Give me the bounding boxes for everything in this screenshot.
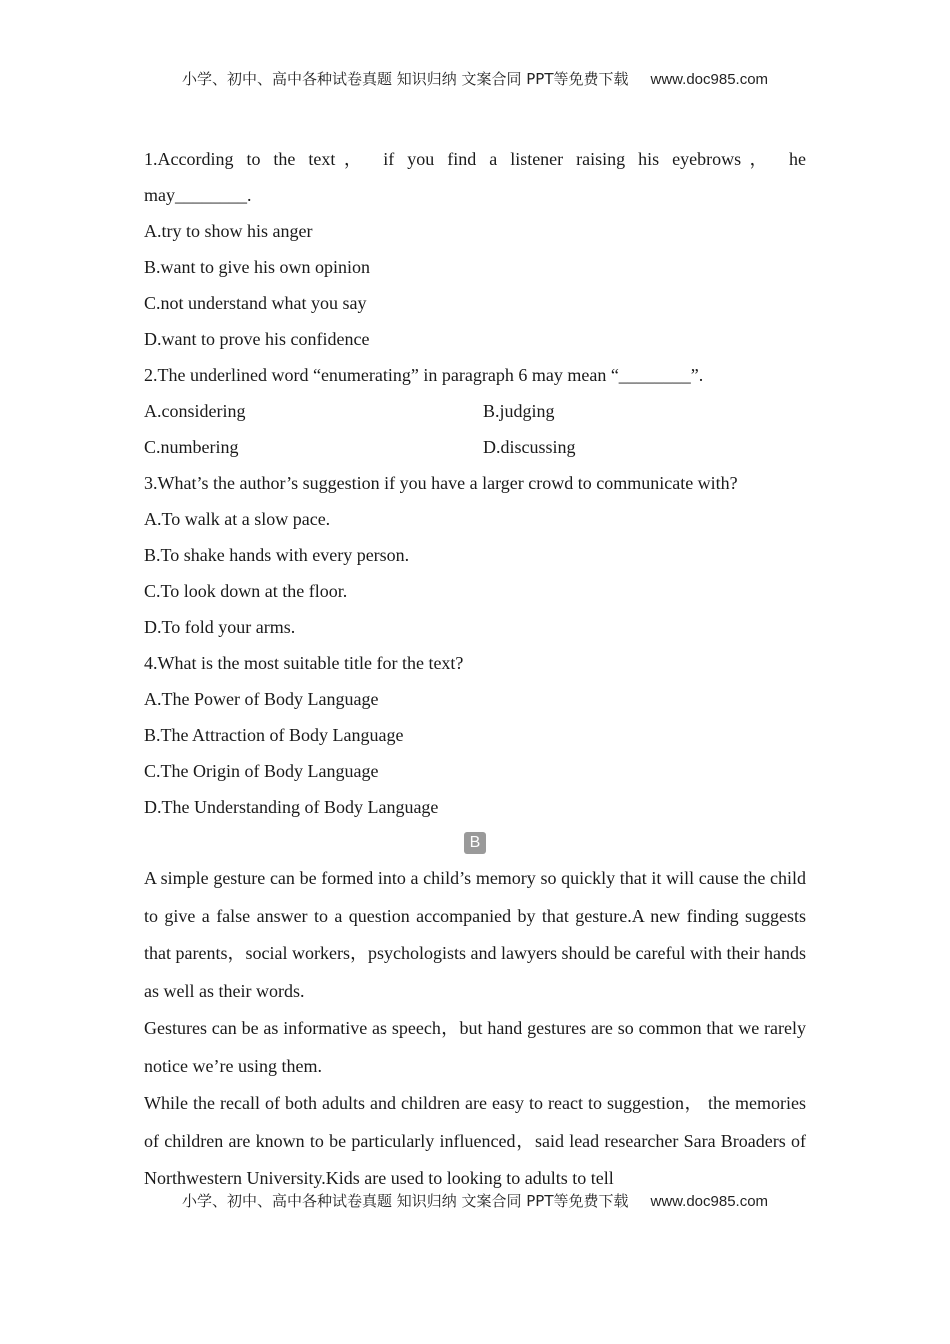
section-b-badge: B [464, 832, 486, 854]
question-1 [144, 141, 806, 357]
header-text: 小学、初中、高中各种试卷真题 知识归纳 文案合同 PPT等免费下载 [181, 70, 629, 88]
page-content [144, 141, 806, 1198]
option-d: D.discussing [483, 437, 576, 457]
question-stem: 3.What’s the author’s suggestion if you have a larger crowd to communicate with? [144, 473, 738, 493]
question-3 [144, 465, 806, 645]
option-row [144, 393, 806, 429]
footer-site-link[interactable]: www.doc985.com [650, 1193, 769, 1210]
option-a: A.The Power of Body Language [144, 689, 379, 709]
question-stem-line2: may________. [144, 185, 252, 205]
option-b: B.To shake hands with every person. [144, 545, 410, 565]
passage-paragraph: While the recall of both adults and children are easy to react to suggestion， the memories of children are known to be particularly influenced，said lead researcher Sara Broaders of Northwestern University.Kids are used to looking to adults to tell [144, 1093, 806, 1188]
footer-text: 小学、初中、高中各种试卷真题 知识归纳 文案合同 PPT等免费下载 [181, 1192, 629, 1210]
header-site-link[interactable]: www.doc985.com [650, 71, 769, 88]
passage-paragraph: A simple gesture can be formed into a child’s memory so quickly that it will cause the child to give a false answer to a question accompanied by that gesture.A new finding suggests that parents，social workers，psychologists and lawyers should be careful with their hands as well as their words. [144, 868, 806, 1001]
option-c: C.The Origin of Body Language [144, 761, 379, 781]
question-stem: 4.What is the most suitable title for the text? [144, 653, 464, 673]
page-header [0, 68, 950, 89]
page-footer [0, 1190, 950, 1211]
option-c: C.numbering [144, 437, 239, 457]
passage-b [144, 860, 806, 1198]
option-b: B.judging [483, 401, 555, 421]
option-c: C.not understand what you say [144, 293, 367, 313]
option-a: A.try to show his anger [144, 221, 313, 241]
question-2 [144, 357, 806, 465]
option-row [144, 429, 806, 465]
question-4 [144, 645, 806, 825]
passage-paragraph: Gestures can be as informative as speech，but hand gestures are so common that we rarely notice we’re using them. [144, 1018, 806, 1076]
option-a: A.considering [144, 401, 246, 421]
option-d: D.The Understanding of Body Language [144, 797, 439, 817]
option-b: B.The Attraction of Body Language [144, 725, 404, 745]
option-c: C.To look down at the floor. [144, 581, 348, 601]
option-a: A.To walk at a slow pace. [144, 509, 331, 529]
question-stem-line1: 1.According to the text， if you find a listener raising his eyebrows， he [144, 149, 806, 169]
section-heading [144, 823, 806, 863]
option-d: D.To fold your arms. [144, 617, 296, 637]
option-b: B.want to give his own opinion [144, 257, 370, 277]
question-stem: 2.The underlined word “enumerating” in paragraph 6 may mean “________”. [144, 365, 704, 385]
option-d: D.want to prove his confidence [144, 329, 370, 349]
